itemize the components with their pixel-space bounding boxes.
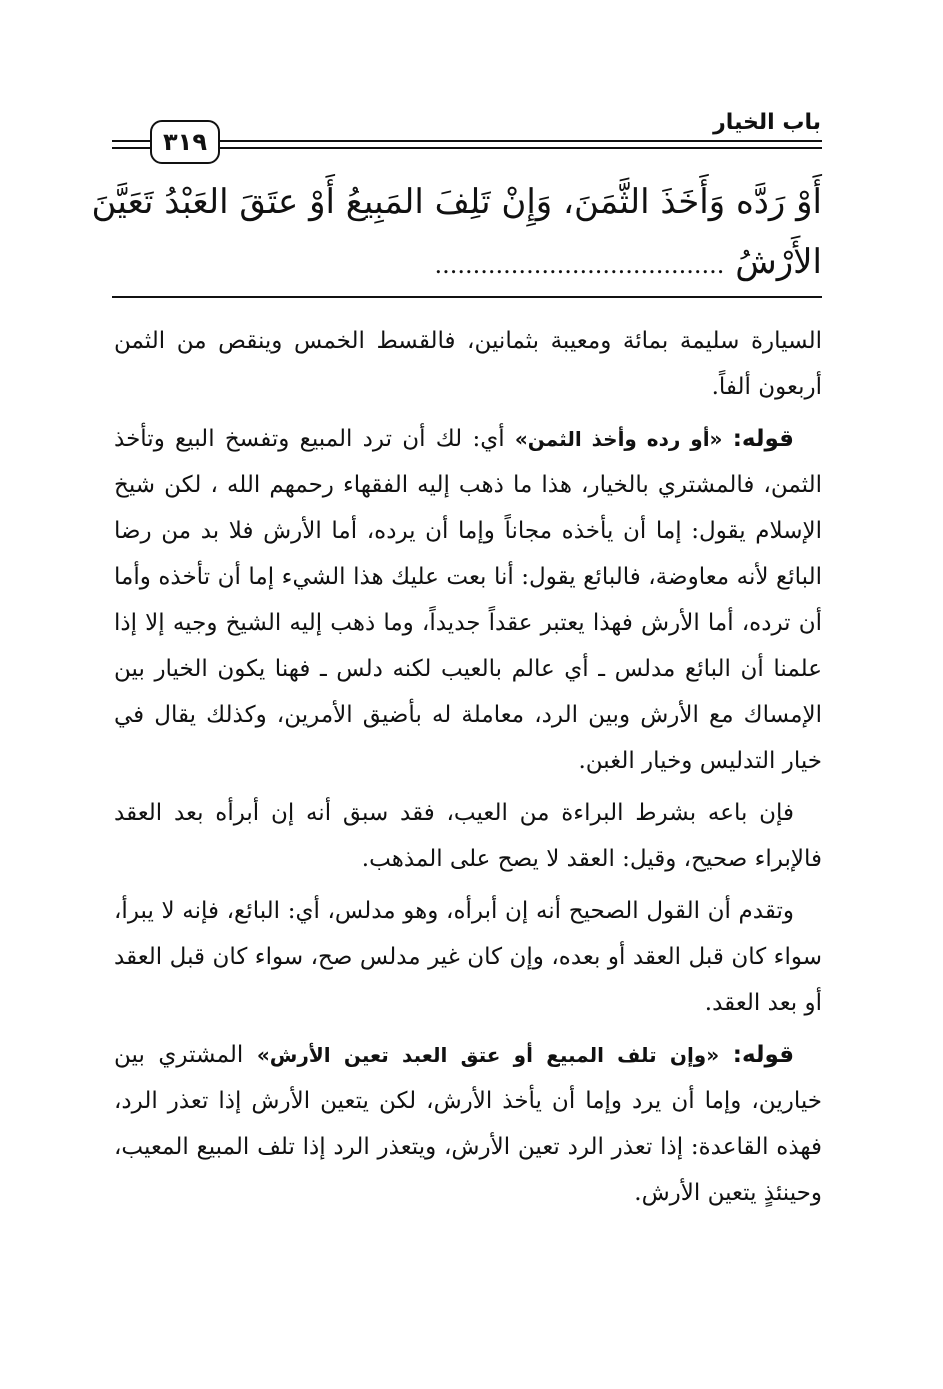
header-rule-right-top xyxy=(216,140,822,142)
matn-quote: «وإن تلف المبيع أو عتق العبد تعين الأرش» xyxy=(256,1043,720,1067)
paragraph-2-text: أي: لك أن ترد المبيع وتفسخ البيع وتأخذ الثمن، فالمشتري بالخيار، هذا ما ذهب إليه الفقهاء رحمهم الله ، لكن شيخ الإسلام يقول: إما أن يأخذه مجاناً وإما أن يرده، أما الأرش فلا بد من رضا البائع لأنه معاوضة، فالبائع يقول: أنا بعت عليك هذا الشيء إما أن تأخذه وأما أن ترده، أما الأرش فهذا يعتبر عقداً جديداً، وما ذهب إليه الشيخ وجيه إلا إذا علمنا أن البائع مدلس ـ أي عالم بالعيب لكنه دلس ـ فهنا يكون الخيار بين الإمساك مع الأرش وبين الرد، معاملة له بأضيق الأمرين، وكذلك يقال في خيار التدليس وخيار الغبن. xyxy=(114,426,822,774)
qawl-label: قوله: xyxy=(732,1042,795,1068)
header-rule-left-top xyxy=(112,140,152,142)
page-number: ٣١٩ xyxy=(150,120,220,164)
matn-line-1: أَوْ رَدَّه وَأَخَذَ الثَّمَنَ، وَإِنْ تَلِفَ المَبِيعُ أَوْ عتَقَ العَبْدُ تَعَيَّنَ xyxy=(91,182,822,222)
paragraph-3: فإن باعه بشرط البراءة من العيب، فقد سبق أنه إن أبرأه بعد العقد فالإبراء صحيح، وقيل: العقد لا يصح على المذهب. xyxy=(114,800,822,872)
paragraph-2 xyxy=(114,416,822,784)
commentary xyxy=(114,318,822,1222)
qawl-label: قوله: xyxy=(732,426,794,452)
header-rule-left-bottom xyxy=(112,147,152,149)
paragraph-5 xyxy=(114,1032,822,1216)
paragraph-4: وتقدم أن القول الصحيح أنه إن أبرأه، وهو مدلس، أي: البائع، فإنه لا يبرأ، سواء كان قبل العقد أو بعده، وإن كان غير مدلس صح، سواء كان قبل العقد أو بعد العقد. xyxy=(114,898,822,1016)
paragraph-1: السيارة سليمة بمائة ومعيبة بثمانين، فالقسط الخمس وينقص من الثمن أربعون ألفاً. xyxy=(114,328,822,400)
matn-dots: ...................................... xyxy=(434,251,725,279)
chapter-title: باب الخيار xyxy=(713,110,821,135)
matn-line-2 xyxy=(112,232,822,295)
header-rule-right-bottom xyxy=(216,147,822,149)
matn-divider xyxy=(112,296,822,298)
paragraph-5-text: المشتري بين خيارين، وإما أن يرد وإما أن يأخذ الأرش، لكن يتعين الأرش إذا تعذر الرد، فهذه القاعدة: إذا تعذر الرد تعين الأرش، ويتعذر الرد إذا تلف المبيع المعيب، وحينئذٍ يتعين الأرش. xyxy=(114,1042,822,1206)
matn-quote: «أو رده وأخذ الثمن» xyxy=(514,427,723,451)
matn-line-2-text: الأَرْشُ xyxy=(735,242,822,282)
